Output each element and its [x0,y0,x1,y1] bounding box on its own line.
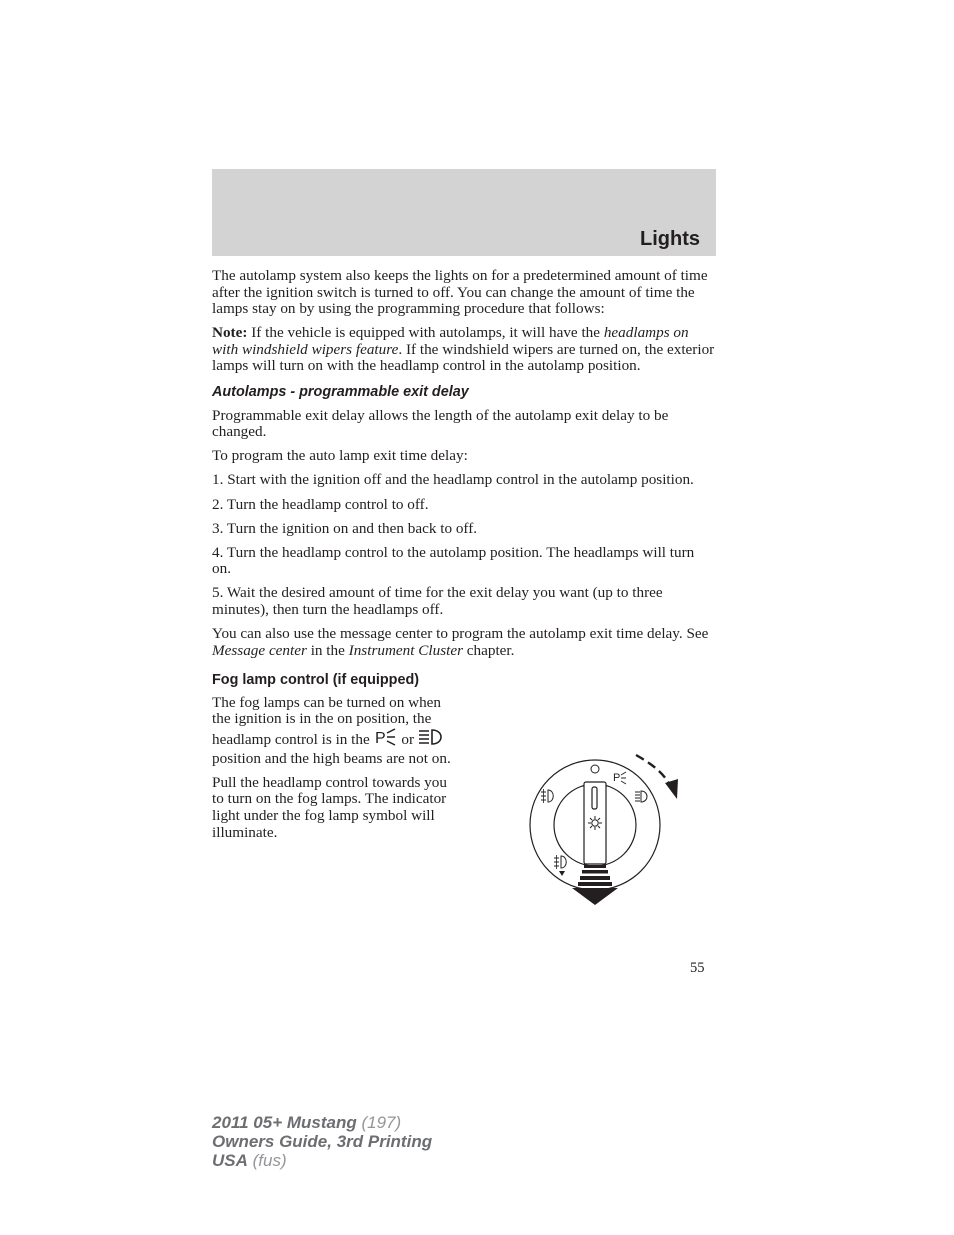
section-title: Lights [640,228,700,250]
note-label: Note: [212,324,248,342]
intro-paragraph: The autolamp system also keeps the lights on for a predetermined amount of time after the ignition switch is turned to off. You can change the amount of time the lamps stay on by using the programming procedure that follows: [212,267,708,318]
footer-line-2 [212,1132,432,1151]
mc-text: You can also use the message center to program the autolamp exit time delay. See [212,625,709,643]
step-item: 4. Turn the headlamp control to the autolamp position. The headlamps will turn on. [212,543,695,578]
page-number: 55 [690,960,705,976]
footer-model: 2011 05+ Mustang [212,1113,357,1132]
footer-model-code: (197) [356,1113,402,1132]
section-banner [212,169,716,256]
step-item: 3. Turn the ignition on and then back to off. [212,519,478,537]
autolamps-heading: Autolamps - programmable exit delay [212,384,469,401]
note-text-cont: . If the windshield wipers are turned on, the exterior lamps will turn on with the headlamp control in the autolamp position. [212,340,715,375]
step-item: 1. Start with the ignition off and the headlamp control in the autolamp position. [212,471,694,489]
footer-line-3 [212,1151,432,1170]
document-footer [212,1113,432,1170]
fog-heading: Fog lamp control (if equipped) [212,672,420,689]
svg-text:P: P [613,772,621,784]
note-paragraph [212,325,716,375]
autolamps-paragraph: Programmable exit delay allows the length of the autolamp exit delay to be changed. [212,406,669,441]
knob-grip [584,782,606,864]
fog-text-b: position and the high beams are not on. [212,749,451,767]
headlamp-icon [418,728,446,751]
mc-text-2: in the [306,641,349,659]
fog-text-a: The fog lamps can be turned on when the ignition is in the on position, the headlamp control is in the [212,693,442,749]
step-item: 5. Wait the desired amount of time for the exit delay you want (up to three minutes), then turn the headlamps off. [212,584,663,618]
mc-ref: Message center [212,641,307,659]
autolamps-intro: To program the auto lamp exit time delay: [212,447,468,465]
chapter-ref: Instrument Cluster [348,641,463,659]
fog-text [212,695,460,841]
message-center-paragraph [212,626,716,659]
footer-line-1 [212,1113,432,1132]
footer-region: USA [212,1151,248,1170]
footer-region-code: (fus) [247,1151,287,1170]
fog-paragraph-1 [212,695,460,767]
note-text: If the vehicle is equipped with autolamps, it will have the [247,324,604,342]
fog-paragraph-2: Pull the headlamp control towards you to turn on the fog lamps. The indicator light under the fog lamp symbol will illuminate. [212,773,447,841]
mc-text-3: chapter. [463,641,515,659]
footer-guide: Owners Guide, 3rd Printing [212,1132,433,1151]
fog-text-or: or [397,731,418,749]
parking-lamp-icon [374,728,398,751]
step-item: 2. Turn the headlamp control to off. [212,495,429,513]
headlamp-control-illustration [520,745,690,910]
svg-text:P: P [374,730,386,747]
note-feature-name: headlamps on with windshield wipers feature [212,324,689,358]
